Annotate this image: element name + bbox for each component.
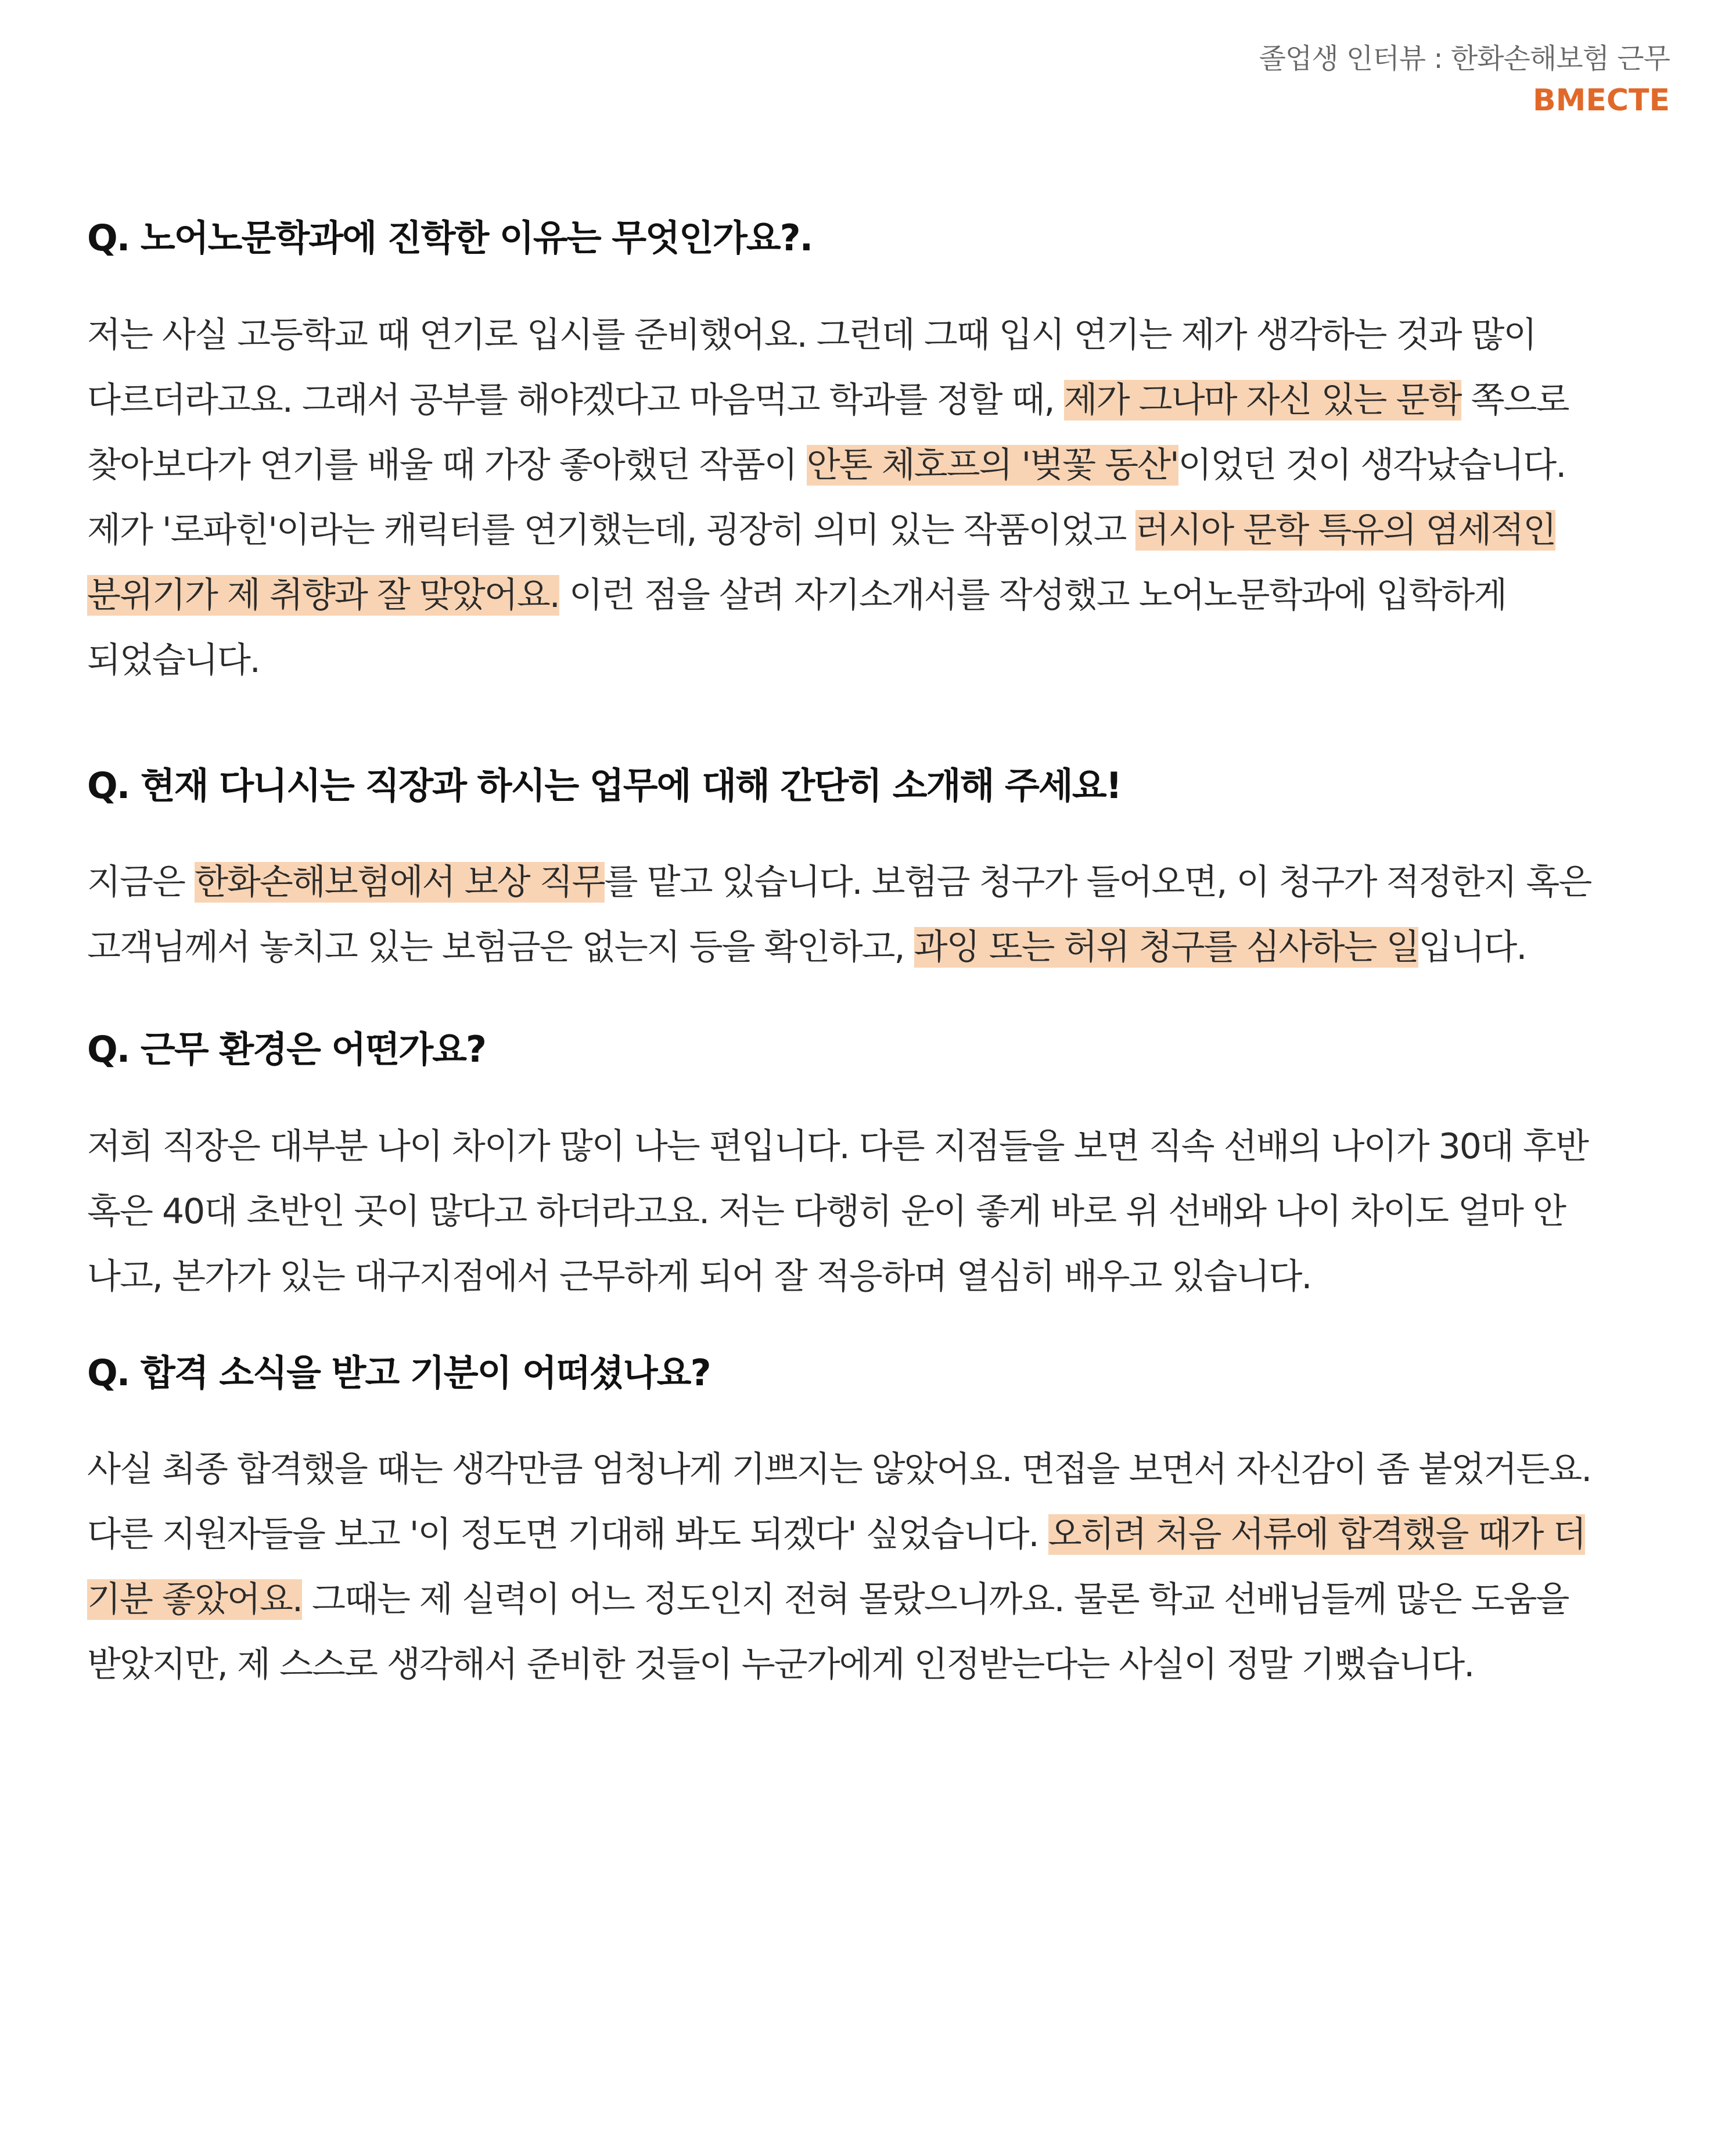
answer-paragraph: [87, 1437, 1644, 1697]
question-heading: Q. 현재 다니시는 직장과 하시는 업무에 대해 간단히 소개해 주세요!: [87, 764, 1121, 807]
answer-text: 사실 최종 합격했을 때는 생각만큼 엄청나게 기쁘지는 않았어요. 면접을 보면서 자신감이 좀 붙었거든요. 다른 지원자들을 보고 '이 정도면 기대해 봐도 되겠다' 싶었습니다.: [87, 1449, 1591, 1555]
page-header: [1259, 41, 1670, 125]
highlighted-text: 러시아 문학 특유의 염세적인 분위기가 제 취향과 잘 맞았어요.: [87, 509, 1556, 616]
answer-paragraph: [87, 498, 1644, 693]
answer-text: 그때는 제 실력이 어느 정도인지 전혀 몰랐으니까요. 물론 학교 선배님들께 많은 도움을 받았지만, 제 스스로 생각해서 준비한 것들이 누군가에게 인정받는다는 사실이 정말 기뻤습니다.: [87, 1579, 1569, 1686]
brand-logo-text: BMECTE: [1532, 83, 1670, 118]
answer-paragraph: [87, 1114, 1644, 1309]
qa-section-4: [87, 1350, 1644, 1698]
answer-text: 제가 '로파힌'이라는 캐릭터를 연기했는데, 굉장히 의미 있는 작품이었고: [87, 509, 1136, 551]
answer-text: 이런 점을 살려 자기소개서를 작성했고 노어노문학과에 입학하게 되었습니다.: [87, 574, 1507, 681]
highlighted-text: 오히려 처음 서류에 합격했을 때가 더 기분 좋았어요.: [87, 1514, 1586, 1620]
answer-paragraph: [87, 850, 1644, 980]
answer-text: 저희 직장은 대부분 나이 차이가 많이 나는 편입니다. 다른 지점들을 보면 직속 선배의 나이가 30대 후반 혹은 40대 초반인 곳이 많다고 하더라고요. 저는 다행히 운이 좋게 바로 위 선배와 나이 차이도 얼마 안 나고, 본가가 있는 대구지점에서 근무하게 되어 잘 적응하며 열심히 배우고 있습니다.: [87, 1126, 1588, 1297]
question-heading: Q. 근무 환경은 어떤가요?: [87, 1028, 486, 1071]
answer-paragraph: [87, 303, 1644, 498]
answer-text: 지금은: [87, 862, 195, 903]
qa-section-3: [87, 1026, 1644, 1309]
interview-content: [87, 215, 1644, 1767]
answer-text: 쪽으로 찾아보다가 연기를 배울 때 가장 좋아했던 작품이: [87, 379, 1569, 486]
qa-section-1: [87, 215, 1644, 693]
highlighted-text: 제가 그나마 자신 있는 문학: [1063, 379, 1461, 421]
answer-text: 입니다.: [1418, 927, 1526, 968]
highlighted-text: 안톤 체호프의 '벚꽃 동산': [806, 444, 1178, 486]
answer-text: 를 맡고 있습니다. 보험금 청구가 들어오면, 이 청구가 적정한지 혹은 고객님께서 놓치고 있는 보험금은 없는지 등을 확인하고,: [87, 862, 1591, 968]
highlighted-text: 과잉 또는 허위 청구를 심사하는 일: [914, 927, 1419, 968]
answer-text: 저는 사실 고등학교 때 연기로 입시를 준비했어요. 그런데 그때 입시 연기는 제가 생각하는 것과 많이 다르더라고요. 그래서 공부를 해야겠다고 마음먹고 학과를 정할 때,: [87, 314, 1536, 421]
question-heading: Q. 노어노문학과에 진학한 이유는 무엇인가요?.: [87, 217, 813, 259]
qa-section-2: [87, 763, 1644, 980]
answer-text: 이었던 것이 생각났습니다.: [1178, 444, 1566, 486]
header-subtitle: 졸업생 인터뷰 : 한화손해보험 근무: [1259, 42, 1670, 75]
question-heading: Q. 합격 소식을 받고 기분이 어떠셨나요?: [87, 1351, 710, 1394]
highlighted-text: 한화손해보험에서 보상 직무: [194, 862, 605, 903]
